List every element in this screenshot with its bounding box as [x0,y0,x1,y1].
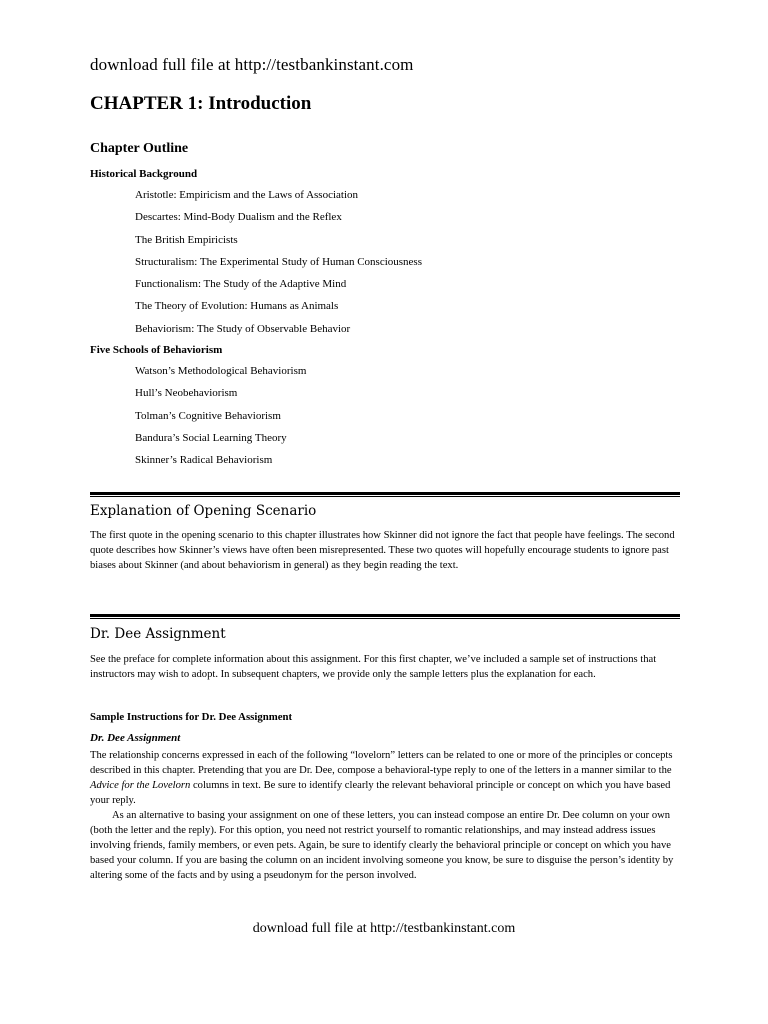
column-title: Advice for the Lovelorn [90,780,191,791]
outline-item: Functionalism: The Study of the Adaptive Mind [135,278,347,291]
outline-group-heading: Five Schools of Behaviorism [90,344,223,357]
download-link-top: download full file at http://testbankinstant.com [90,55,414,74]
outline-item: Tolman’s Cognitive Behaviorism [135,409,281,422]
assignment-paragraph-1 [90,748,682,808]
outline-item: Watson’s Methodological Behaviorism [135,365,307,378]
dr-dee-title: Dr. Dee Assignment [90,626,226,642]
paragraph-text: The relationship concerns expressed in each of the following “lovelorn” letters can be related to one or more of the principles or concepts described in this chapter. Pretending that you are Dr. Dee, compose a behavioral-type reply to one of the letters in a manner similar to the [90,750,673,776]
sample-instructions-heading: Sample Instructions for Dr. Dee Assignment [90,711,293,723]
outline-item: Behaviorism: The Study of Observable Behavior [135,322,351,335]
outline-item: Descartes: Mind-Body Dualism and the Reflex [135,211,342,224]
opening-scenario-body: The first quote in the opening scenario to this chapter illustrates how Skinner did not ignore the fact that people have feelings. The second quote describes how Skinner’s views have often been misrepresented. These two quotes will hopefully encourage students to ignore past biases about Skinner (and about behaviorism in general) as they begin reading the text. [90,530,675,571]
chapter-title: CHAPTER 1: Introduction [90,93,312,114]
outline-item: Structuralism: The Experimental Study of Human Consciousness [135,255,422,268]
outline-item: The British Empiricists [135,233,238,246]
paragraph-text: columns in text. Be sure to identify clearly the relevant behavioral principle or concept on which you have based your reply. [90,780,671,806]
outline-item: Hull’s Neobehaviorism [135,387,238,400]
download-link-bottom: download full file at http://testbankinstant.com [252,921,516,936]
dr-dee-intro: See the preface for complete information about this assignment. For this first chapter, we’ve included a sample set of instructions that instructors may wish to adopt. In subsequent chapters, we provide only the sample letters plus the explanation for each. [90,654,657,680]
outline-item: The Theory of Evolution: Humans as Animals [135,300,339,313]
outline-group-heading: Historical Background [90,168,198,180]
section-divider [90,492,680,497]
chapter-outline [90,166,680,474]
outline-title: Chapter Outline [90,141,189,156]
outline-item: Aristotle: Empiricism and the Laws of Association [135,189,359,201]
section-divider [90,614,680,619]
outline-item: Bandura’s Social Learning Theory [135,431,287,444]
dr-dee-assignment-heading: Dr. Dee Assignment [90,732,181,744]
outline-item: Skinner’s Radical Behaviorism [135,454,273,467]
opening-scenario-title: Explanation of Opening Scenario [90,503,317,519]
assignment-paragraph-2: As an alternative to basing your assignment on one of these letters, you can instead compose an entire Dr. Dee column on your own (both the letter and the reply). For this option, you need not restrict yourself to romantic relationships, and may instead address issues involving friends, family members, or even pets. Again, be sure to identify clearly the behavioral principle or concept on which you have based your column. If you are basing the column on an incident involving someone you know, be sure to disguise the person’s identity by altering some of the facts and by using a pseudonym for the person involved. [90,810,674,881]
